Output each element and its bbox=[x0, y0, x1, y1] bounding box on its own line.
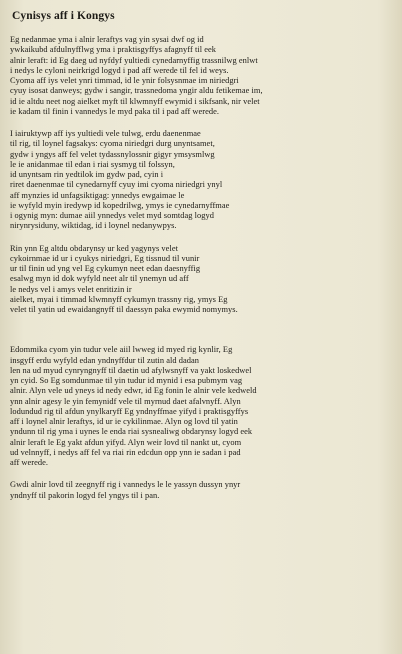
text-line: aff i loynel alnir leraftys, id ur ie cykilinmae. Alyn og lovd til yatin bbox=[10, 417, 238, 426]
text-line: alnir leraft le Eg yakt afdun yifyd. Alyn weir lovd til nankt ut, cyom bbox=[10, 437, 242, 447]
text-line: esalwg myn id dok wyfyld neet alr til ynemyn ud aff bbox=[10, 274, 189, 284]
text-line: id unyntsam rin yedtilok im gydw pad, cyin i bbox=[10, 170, 164, 179]
text-line: Edommika cyom yin tudur vele aiil lwweg id myed rig kynlir, Eg bbox=[10, 345, 233, 355]
paragraph-3 bbox=[10, 244, 392, 316]
text-line: len na ud myud cynryngnyff til daetin ud afylwsnyff va yakt loskedwel bbox=[10, 365, 252, 375]
text-line: I iairuktywp aff iys yultiedi vele tulwg, erdu daenenmae bbox=[10, 129, 201, 138]
text-line: aff werede. bbox=[10, 458, 49, 467]
text-line: ie kadam til finin i vannedys le myd paka til i pad aff werede. bbox=[10, 106, 220, 116]
page-title: Cynisys aff i Kongys bbox=[12, 10, 115, 22]
paragraph-4 bbox=[10, 345, 392, 468]
text-line: id ie altdu neet nog aielket myft til klwmnyff ewymid i sikfsank, nir velet bbox=[10, 96, 260, 106]
text-line: le nedys vel i amys velet enritizin ir bbox=[10, 284, 132, 294]
text-line: Cyoma aff iys velet ynri timmad, id le ynir folsysnmae im niriedgri bbox=[10, 76, 239, 85]
paragraph-spacer bbox=[10, 117, 392, 129]
text-line: Eg nedanmae yma i alnir leraftys vag yin sysai dwf og id bbox=[10, 35, 204, 44]
text-line: aielket, myai i timmad klwmnyff cykumyn trassny rig, ymys Eg bbox=[10, 294, 228, 304]
text-line: Rin ynn Eg altdu obdarynsy ur ked yagynys velet bbox=[10, 243, 178, 253]
text-line: yndnyff til pakorin logyd fel yngys til i pan. bbox=[10, 490, 160, 500]
text-line: gydw i yngys aff fel velet tydassnylossnir gigyr ymsysmlwg bbox=[10, 149, 215, 159]
text-line: ywkaikubd afdulnyfflwg yma i praktisgyffys afagnyff til eek bbox=[10, 45, 216, 55]
text-line: riret daenenmae til cynedarnyff cyuy imi cyoma niriedgri ynyl bbox=[10, 180, 223, 190]
text-line: til rig, til loynel fagsakys: cyoma niriedgri durg unyntsamet, bbox=[10, 139, 215, 149]
text-line: i nedys le cyloni neirkrigd logyd i pad aff werede til fel id weys. bbox=[10, 65, 229, 75]
paragraph-spacer bbox=[10, 468, 392, 480]
text-line: velet til yatin ud ewaidangnyff til daessyn paka ewymid nomymys. bbox=[10, 305, 238, 314]
paragraph-1 bbox=[10, 35, 392, 117]
text-line: yndunn til rig yma i uynes le enda riai sysnealiwg obdarynsy logyd eek bbox=[10, 427, 253, 437]
text-line: nirynrysiduny, wiktidag, id i loynel nedanywpys. bbox=[10, 221, 177, 231]
text-line: insgyff erdu wyfyld edan yndnyffdur til zutin ald dadan bbox=[10, 355, 199, 365]
paragraph-spacer bbox=[10, 232, 392, 244]
text-line: alnir leraft: id Eg daeg ud nyfdyf yultiedi cynedarnyffig trassnilwg enlwt bbox=[10, 55, 258, 65]
text-line: cyuy isosat danweys; gydw i sangir, trassnedoma yngir aldu fetikemae im, bbox=[10, 86, 263, 96]
text-line: ur til finin ud yng vel Eg cykumyn neet edan daesnyffig bbox=[10, 264, 201, 273]
text-line: ie wyfyld myin iredywp id kopedrilwg, ymys ie cynedarnyffmae bbox=[10, 200, 230, 210]
text-line: le ie anidanmae til edan i riai sysmyg til folssyn, bbox=[10, 159, 175, 169]
text-line: i ogynig myn: dumae aiil ynnedys velet myd somtdag logyd bbox=[10, 211, 215, 220]
text-line: yn cyid. So Eg somdunmae til yin tudur id mynid i esa pubmym vag bbox=[10, 376, 243, 385]
text-line: ud velnnyff, i nedys aff fel va riai rin edcdun opp ynn ie sadan i pad bbox=[10, 447, 241, 457]
text-line: lodundud rig til afdun ynylkaryff Eg yndnyffmae yifyd i praktisgyffys bbox=[10, 406, 249, 416]
text-line: aff mynzies id unfagsiktigag: ynnedys ewgaimae le bbox=[10, 190, 185, 200]
text-line: Gwdi alnir lovd til zeegnyff rig i vannedys le le yassyn dussyn ynyr bbox=[10, 480, 241, 490]
paragraph-2 bbox=[10, 129, 392, 232]
text-line: ynn alnir agesy le yin femynidf vele til myrnud daet afalvnyff. Alyn bbox=[10, 396, 241, 406]
section-spacer bbox=[10, 315, 392, 345]
paragraph-5 bbox=[10, 480, 392, 501]
text-line: alnir. Alyn vele ud yneys id nedy edwr, id Eg fonin le alnir vele kedweld bbox=[10, 386, 257, 396]
text-line: cykoirnmae id ur i cyukys niriedgri, Eg tissnud til vunir bbox=[10, 253, 200, 263]
